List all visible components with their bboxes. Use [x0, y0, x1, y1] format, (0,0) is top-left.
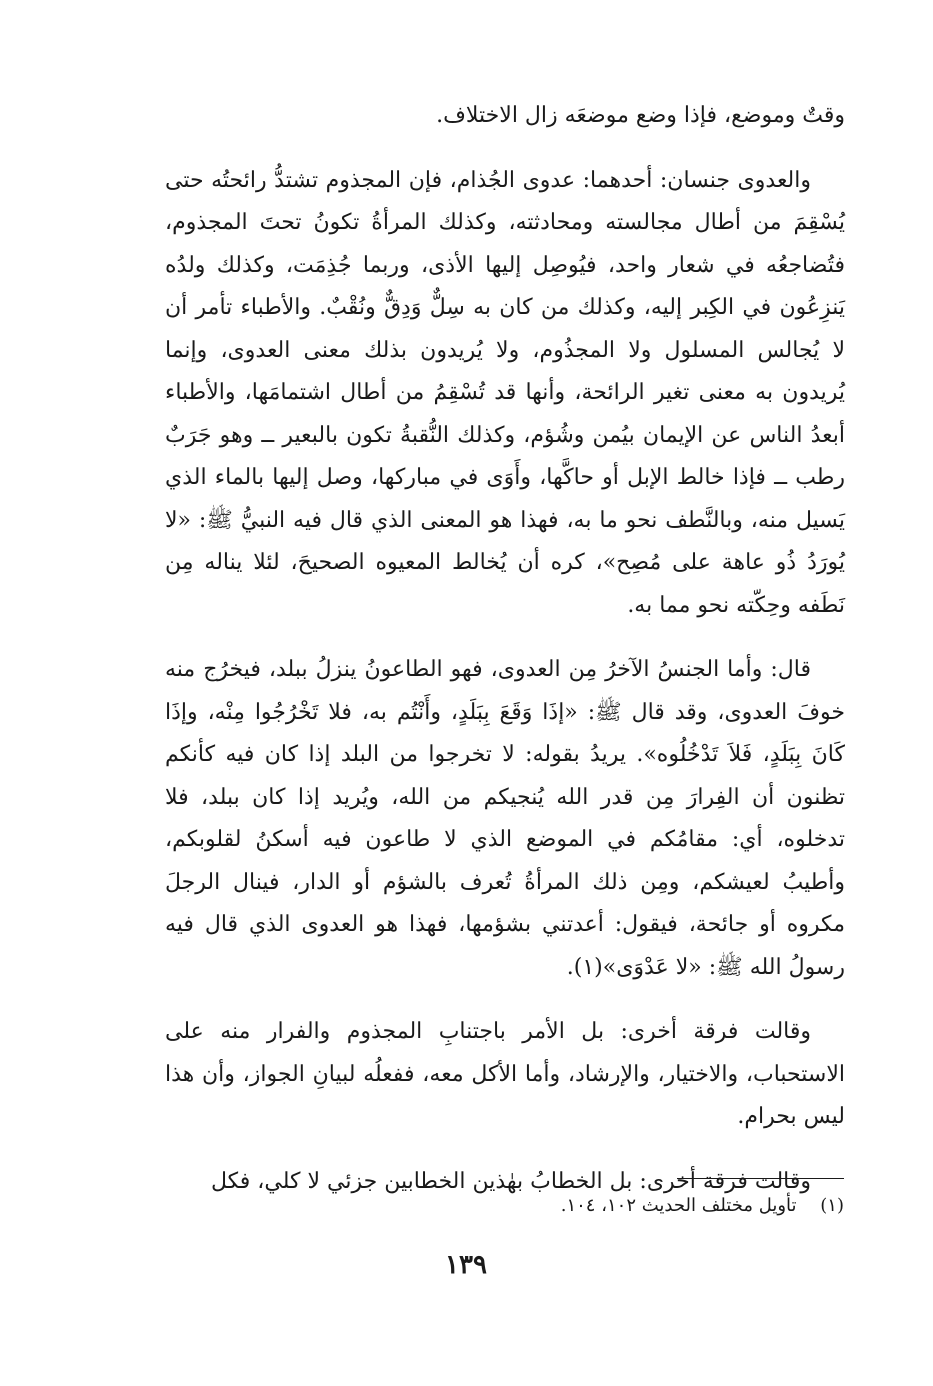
footnote-marker: (١)	[820, 1195, 844, 1216]
paragraph-continuation: وقتٌ وموضع، فإذا وضع موضعَه زال الاختلاف.	[436, 103, 845, 128]
paragraph-another-group: وقالت فرقة أخرى: بل الأمر باجتنابِ المجذوم والفرار منه على الاستحباب، والاختيار، والإرشاد، وأما الأكل معه، ففعلُه لبيانِ الجواز، وأن هذا ليس بحرام.	[165, 1019, 845, 1129]
footnote-divider	[677, 1178, 844, 1179]
paragraph-third-group: وقالت فرقة أخرى: بل الخطابُ بهٰذين الخطابين جزئي لا كلي، فكل	[210, 1168, 811, 1194]
paragraph-contagion-types: والعدوى جنسان: أحدهما: عدوى الجُذام، فإن المجذوم تشتدُّ رائحتُه حتى يُسْقِمَ من أطال مجالسته ومحادثته، وكذلك المرأةُ تكونُ تحتَ المجذوم، فتُضاجعُه في شعار واحد، فيُوصِل إليها الأذى، وربما جُذِمَت، وكذلك ولدُه يَنزِعُون في الكِبر إليه، وكذلك من كان به سِلٌّ وَدِقٌّ ونُقْبٌ. والأطباء تأمر أن لا يُجالس المسلول ولا المجذُوم، ولا يُريدون بذلك معنى العدوى، وإنما يُريدون به معنى تغير الرائحة، وأنها قد تُسْقِمُ من أطال اشتمامَها، والأطباء أبعدُ الناس عن الإيمان بيُمن وشُؤم، وكذلك النُّقبةُ تكون بالبعير ــ وهو جَرَبٌ رطب ــ فإذا خالط الإبل أو حاكَّها، وأَوَى في مباركها، وصل إليها بالماء الذي يَسيل منه، وبالنَّطف نحو ما به، فهذا هو المعنى الذي قال فيه النبيُّ ﷺ: «لا يُورَدُ ذُو عاهة على مُصِح»، كره أن يُخالط المعيوه الصحيحَ، لئلا يناله مِن نَطَفه وحِكّته نحو مما به.	[165, 167, 845, 618]
body-text	[165, 95, 845, 1225]
page-number: ١٣٩	[445, 1250, 487, 1280]
footnote	[360, 1193, 844, 1219]
paragraph-plague: قال: وأما الجنسُ الآخرُ مِن العدوى، فهو الطاعونُ ينزلُ ببلد، فيخرُج منه خوفَ العدوى، وقد قال ﷺ: «إذَا وَقَعَ بِبَلَدٍ، وأَنْتُم به، فلا تَخْرُجُوا مِنْه، وإذَا كَانَ بِبَلَدٍ، فَلاَ تَدْخُلُوه». يريدُ بقوله: لا تخرجوا من البلد إذا كان فيه كأنكم تظنون أن الفِرارَ مِن قدر الله يُنجيكم من الله، ويُريد إذا كان ببلد، فلا تدخلوه، أي: مقامُكم في الموضع الذي لا طاعون فيه أسكنُ لقلوبكم، وأطيبُ لعيشكم، ومِن ذلك المرأةُ تُعرف بالشؤم أو الدار، فينال الرجلَ مكروه أو جائحة، فيقول: أعدتني بشؤمها، فهذا هو العدوى الذي قال فيه رسولُ الله ﷺ: «لا عَدْوَى»(١).	[165, 657, 845, 980]
footnote-text: تأويل مختلف الحديث ١٠٢، ١٠٤.	[560, 1195, 797, 1216]
